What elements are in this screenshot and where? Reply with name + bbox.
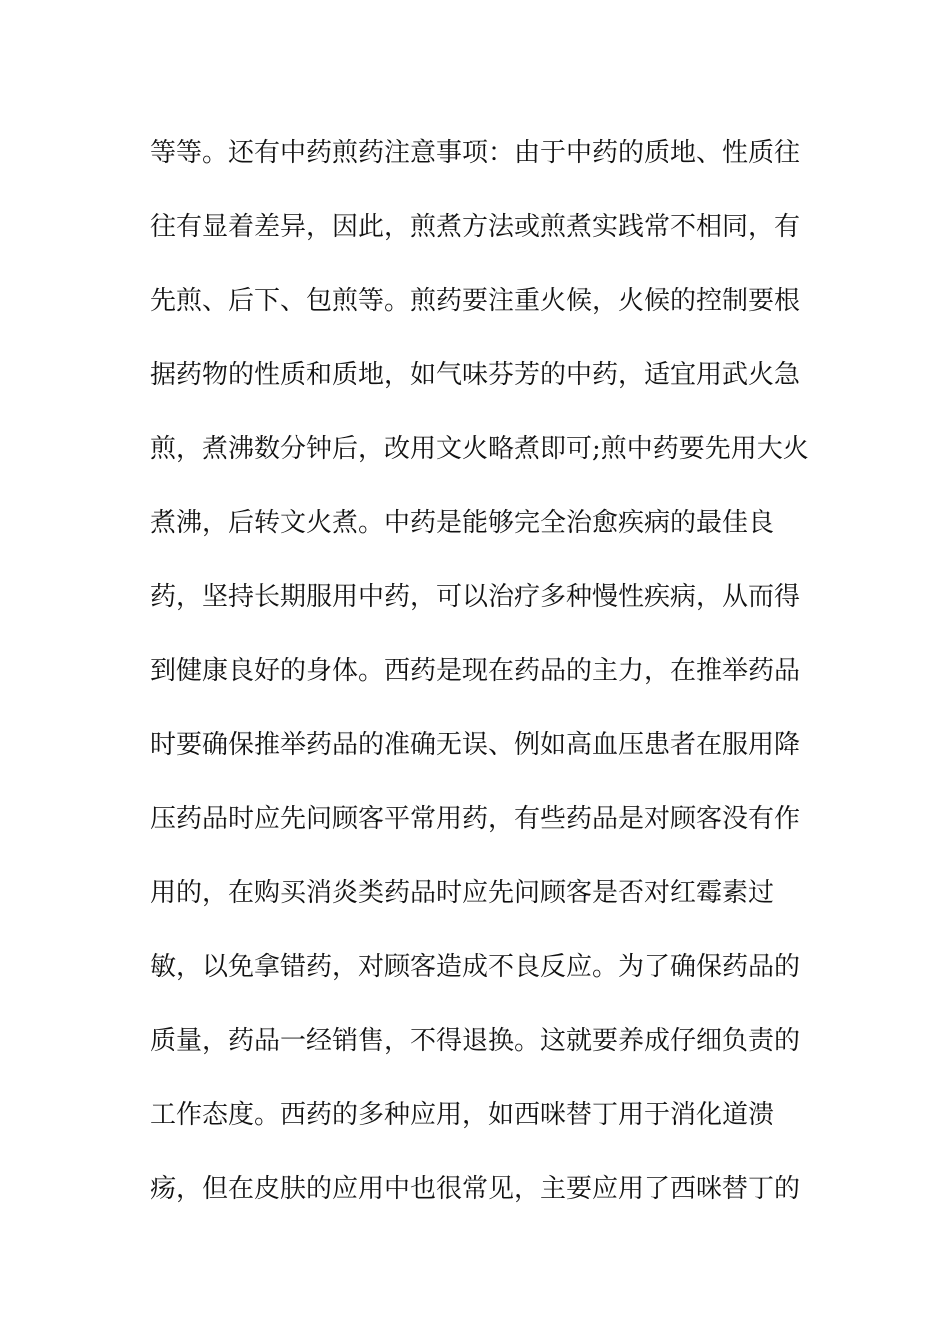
text-line: 压药品时应先问顾客平常用药，有些药品是对顾客没有作 [150, 804, 801, 834]
text-line: 煎，煮沸数分钟后，改用文火略煮即可;煎中药要先用大火 [150, 434, 809, 464]
text-line: 先煎、后下、包煎等。煎药要注重火候，火候的控制要根 [150, 286, 801, 316]
text-line: 疡，但在皮肤的应用中也很常见，主要应用了西咪替丁的 [150, 1174, 801, 1204]
text-line: 用的，在购买消炎类药品时应先问顾客是否对红霉素过 [150, 878, 775, 908]
text-line: 煮沸，后转文火煮。中药是能够完全治愈疾病的最佳良 [150, 508, 775, 538]
text-line: 到健康良好的身体。西药是现在药品的主力，在推举药品 [150, 656, 801, 686]
text-line: 药，坚持长期服用中药，可以治疗多种慢性疾病，从而得 [150, 582, 801, 612]
text-line: 往有显着差异，因此，煎煮方法或煎煮实践常不相同，有 [150, 212, 801, 242]
text-line: 时要确保推举药品的准确无误、例如高血压患者在服用降 [150, 730, 801, 760]
text-line: 据药物的性质和质地，如气味芬芳的中药，适宜用武火急 [150, 360, 801, 390]
text-line: 工作态度。西药的多种应用，如西咪替丁用于消化道溃 [150, 1100, 775, 1130]
text-line: 质量，药品一经销售，不得退换。这就要养成仔细负责的 [150, 1026, 801, 1056]
body-text [150, 130, 830, 1240]
text-line: 等等。还有中药煎药注意事项：由于中药的质地、性质往 [150, 138, 801, 168]
text-line: 敏，以免拿错药，对顾客造成不良反应。为了确保药品的 [150, 952, 801, 982]
